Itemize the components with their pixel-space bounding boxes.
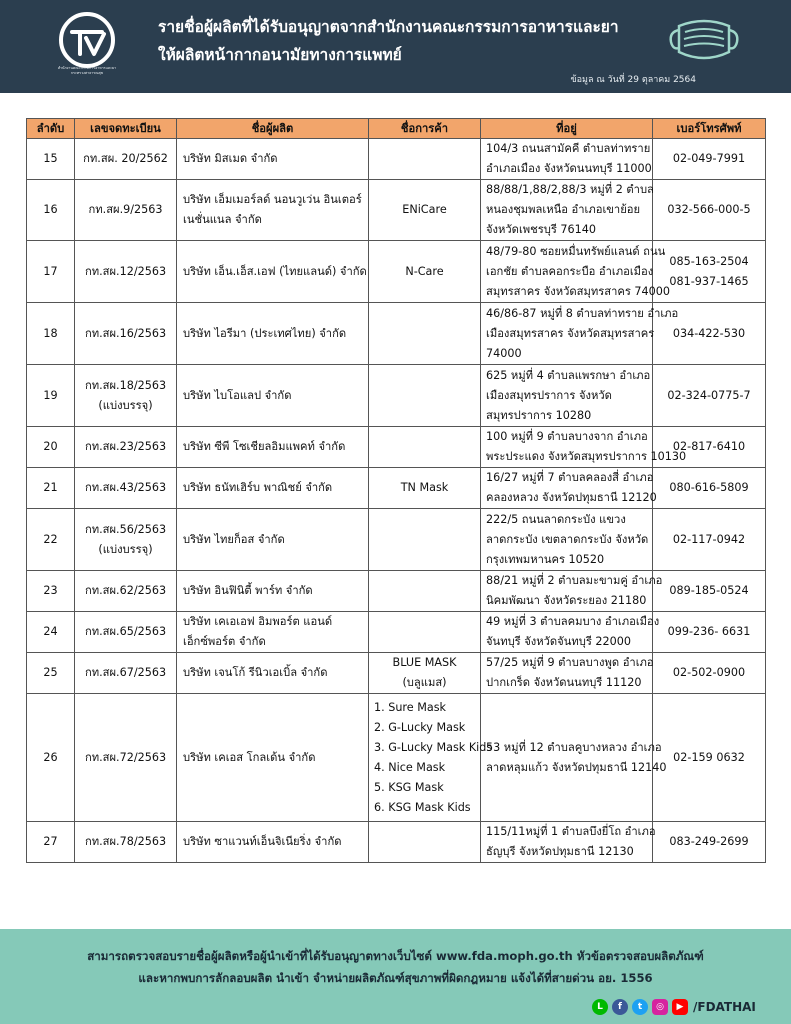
cell-registration [75,241,177,303]
address-line: 222/5 ถนนลาดกระบัง แขวง [486,512,626,526]
cell-registration [75,468,177,509]
social-links [592,997,756,1017]
cell-phone [653,509,766,571]
cell-address [481,571,663,612]
cell-address [481,139,653,180]
address-line: พระประแดง จังหวัดสมุทรปราการ 10130 [486,450,687,463]
table-row [27,822,766,863]
cell-phone [653,139,766,180]
table-row [27,612,766,653]
registration-text: (แบ่งบรรจุ) [98,398,153,412]
address-line: ธัญบุรี จังหวัดปทุมธานี 12130 [486,845,634,858]
cell-address [481,509,653,571]
phone-text: 089-185-0524 [669,584,749,597]
cell-trade-name [369,612,481,653]
table-row [27,653,766,694]
cell-manufacturer [177,241,369,303]
cell-registration [75,365,177,427]
address-line: 104/3 ถนนสามัคคี ตำบลท่าทราย [486,142,651,155]
cell-manufacturer [177,180,369,241]
cell-trade-name [369,241,481,303]
column-header-address: ที่อยู่ [481,119,653,139]
footer-website-note: สามารถตรวจสอบรายชื่อผู้ผลิตหรือผู้นำเข้าที่ได้รับอนุญาตทางเว็บไซต์ www.fda.moph.go.th หัวข้อตรวจสอบผลิตภัณฑ์ [87,949,704,963]
cell-registration [75,139,177,180]
manufacturer-text: บริษัท เคเอเอฟ อิมพอร์ต แอนด์ [183,615,333,628]
manufacturer-text: บริษัท ไทยก็อส จำกัด [183,532,285,546]
logo-caption-line2: กระทรวงสาธารณสุข [70,71,104,75]
cell-number: 19 [27,365,75,427]
address-line: 16/27 หมู่ที่ 7 ตำบลคลองสี่ อำเภอ [486,471,654,484]
cell-registration [75,612,177,653]
manufacturer-text: บริษัท ไบโอแลป จำกัด [183,388,292,402]
address-line: 46/86-87 หมู่ที่ 8 ตำบลท่าทราย อำเภอ [486,306,679,320]
manufacturer-text: บริษัท อินฟินิตี้ พาร์ท จำกัด [183,584,313,597]
trade-name-text: ENiCare [402,203,447,216]
registration-text: กท.สผ.72/2563 [84,750,167,764]
cell-address [481,303,679,365]
address-line: เมืองสมุทรสาคร จังหวัดสมุทรสาคร [486,326,655,340]
registration-text: กท.สผ.18/2563 [84,378,167,392]
phone-text: 034-422-530 [672,326,746,340]
address-line: สมุทรปราการ 10280 [486,408,592,422]
trade-name-item: 1. Sure Mask [374,700,447,714]
table-row [27,468,766,509]
cell-address [481,241,671,303]
cell-trade-name [369,571,481,612]
page-title-line1: รายชื่อผู้ผลิตที่ได้รับอนุญาตจากสำนักงานคณะกรรมการอาหารและยา [158,18,619,36]
address-line: ลาดหลุมแก้ว จังหวัดปทุมธานี 12140 [486,760,667,774]
cell-registration [75,694,177,822]
manufacturer-text: บริษัท เอ็น.เอ็ส.เอฟ (ไทยแลนด์) จำกัด [183,264,367,278]
cell-trade-name [369,653,481,694]
cell-manufacturer [177,612,369,653]
trade-name-text: N-Care [405,264,444,278]
column-header-number: ลำดับ [27,119,75,139]
table-row [27,509,766,571]
cell-trade-name [369,139,481,180]
manufacturer-text: บริษัท ธนัทเฮิร์บ พาณิชย์ จำกัด [183,481,333,494]
phone-text: 080-616-5809 [669,481,749,494]
cell-registration [75,180,177,241]
address-line: สมุทรสาคร จังหวัดสมุทรสาคร 74000 [486,284,671,298]
trade-name-item: 3. G-Lucky Mask Kids [374,740,493,754]
cell-address [481,694,667,822]
table-row [27,365,766,427]
cell-number: 15 [27,139,75,180]
phone-text: 032-566-000-5 [667,203,751,216]
address-line: คลองหลวง จังหวัดปทุมธานี 12120 [486,491,657,504]
registration-text: กท.สผ.62/2563 [84,584,167,597]
cell-address [481,822,656,863]
manufacturer-table [26,118,766,863]
cell-number: 24 [27,612,75,653]
manufacturer-text: เอ็กซ์พอร์ต จำกัด [183,635,266,648]
trade-name-text: TN Mask [400,481,449,494]
phone-text: 081-937-1465 [669,274,749,288]
cell-manufacturer [177,822,369,863]
phone-text: 099-236- 6631 [667,625,751,638]
cell-number: 16 [27,180,75,241]
manufacturer-text: บริษัท มิสเมด จำกัด [183,152,278,165]
address-line: 88/21 หมู่ที่ 2 ตำบลมะขามคู่ อำเภอ [486,574,663,587]
address-line: กรุงเทพมหานคร 10520 [486,552,605,566]
registration-text: กท.สผ.43/2563 [84,481,167,494]
trade-name-text: (บลูแมส) [402,676,447,689]
table-row [27,303,766,365]
footer-hotline-note: และหากพบการลักลอบผลิต นำเข้า จำหน่ายผลิตภัณฑ์สุขภาพที่ผิดกฎหมาย แจ้งได้ที่สายด่วน อย. 1556 [138,971,653,985]
cell-number: 22 [27,509,75,571]
cell-manufacturer [177,139,369,180]
cell-number: 20 [27,427,75,468]
cell-phone [653,612,766,653]
address-line: ปากเกร็ด จังหวัดนนทบุรี 11120 [486,676,642,689]
registration-text: กท.สผ.67/2563 [84,666,167,679]
cell-trade-name [369,822,481,863]
cell-trade-name [369,180,481,241]
manufacturer-text: บริษัท ซาแวนท์เอ็นจิเนียริ่ง จำกัด [183,835,342,848]
cell-manufacturer [177,653,369,694]
registration-text: กท.สผ.9/2563 [88,203,163,216]
cell-manufacturer [177,468,369,509]
registration-text: กท.สผ.56/2563 [84,522,167,536]
cell-registration [75,653,177,694]
instagram-icon[interactable]: ◎ [652,999,668,1015]
address-line: จังหวัดเพชรบุรี 76140 [486,223,596,236]
manufacturer-text: บริษัท เอ็มเมอร์ลด์ นอนวูเว่น อินเตอร์ [183,193,362,206]
table-row [27,427,766,468]
phone-text: 02-159 0632 [673,750,745,764]
manufacturer-text: บริษัท เคเอส โกลเด้น จำกัด [183,750,316,764]
twitter-icon[interactable]: t [632,999,648,1015]
manufacturer-text: บริษัท เจนโก้ รีนิวเอเบิ้ล จำกัด [183,666,328,679]
cell-address [481,653,653,694]
cell-number: 27 [27,822,75,863]
cell-trade-name [369,509,481,571]
face-mask-icon [665,12,743,68]
cell-phone [653,468,766,509]
cell-manufacturer [177,427,369,468]
trade-name-item: 6. KSG Mask Kids [374,800,471,814]
column-header-trade-name: ชื่อการค้า [369,119,481,139]
table-header-row [27,119,766,139]
cell-address [481,427,687,468]
table-row [27,694,766,822]
registration-text: กท.สผ.78/2563 [84,835,167,848]
trade-name-item: 4. Nice Mask [374,760,446,774]
table-row [27,571,766,612]
trade-name-text: BLUE MASK [392,656,457,669]
cell-manufacturer [177,694,369,822]
cell-manufacturer [177,303,369,365]
cell-phone [653,365,766,427]
address-line: 53 หมู่ที่ 12 ตำบลคูบางหลวง อำเภอ [486,740,662,754]
cell-trade-name [369,427,481,468]
address-line: 115/11หมู่ที่ 1 ตำบลบึงยี่โถ อำเภอ [486,825,656,838]
registration-text: กท.สผ. 20/2562 [83,152,168,165]
facebook-icon[interactable]: f [612,999,628,1015]
column-header-phone: เบอร์โทรศัพท์ [653,119,766,139]
cell-number: 18 [27,303,75,365]
cell-registration [75,509,177,571]
phone-text: 02-817-6410 [672,440,746,453]
registration-text: กท.สผ.23/2563 [84,440,167,453]
cell-number: 25 [27,653,75,694]
cell-address [481,468,657,509]
address-line: 57/25 หมู่ที่ 9 ตำบลบางพูด อำเภอ [486,656,654,669]
cell-number: 17 [27,241,75,303]
table-row [27,139,766,180]
cell-phone [653,571,766,612]
youtube-icon[interactable]: ▶ [672,999,688,1015]
column-header-manufacturer: ชื่อผู้ผลิต [177,119,369,139]
cell-number: 21 [27,468,75,509]
address-line: จันทบุรี จังหวัดจันทบุรี 22000 [486,635,632,648]
cell-number: 26 [27,694,75,822]
social-handle: /FDATHAI [693,1000,756,1014]
phone-text: 02-049-7991 [672,152,746,165]
cell-trade-name [369,694,493,822]
cell-phone [653,653,766,694]
address-line: ลาดกระบัง เขตลาดกระบัง จังหวัด [486,532,649,546]
cell-trade-name [369,365,481,427]
cell-manufacturer [177,509,369,571]
address-line: หนองชุมพลเหนือ อำเภอเขาย้อย [486,203,641,216]
data-date-note: ข้อมูล ณ วันที่ 29 ตุลาคม 2564 [570,75,696,85]
column-header-registration: เลขจดทะเบียน [75,119,177,139]
address-line: 74000 [486,346,522,360]
address-line: เอกชัย ตำบลคอกระบือ อำเภอเมือง [486,264,654,278]
address-line: 100 หมู่ที่ 9 ตำบลบางจาก อำเภอ [486,430,648,443]
address-line: นิคมพัฒนา จังหวัดระยอง 21180 [486,594,647,607]
phone-text: 085-163-2504 [669,254,749,268]
trade-name-item: 5. KSG Mask [374,780,444,794]
cell-manufacturer [177,571,369,612]
cell-trade-name [369,303,481,365]
registration-text: กท.สผ.12/2563 [84,264,167,278]
logo-caption-line1: สำนักงานคณะกรรมการอาหารและยา [57,66,117,70]
address-line: 88/88/1,88/2,88/3 หมู่ที่ 2 ตำบล [486,183,654,196]
page-header [0,0,791,93]
cell-address [481,612,660,653]
manufacturer-text: บริษัท ซีพี โซเชียลอิมแพคท์ จำกัด [183,440,346,453]
page-title-line2: ให้ผลิตหน้ากากอนามัยทางการแพทย์ [158,46,402,64]
cell-phone [653,694,766,822]
phone-text: 02-117-0942 [672,532,746,546]
table-row [27,241,766,303]
page-footer [0,929,791,1024]
address-line: 625 หมู่ที่ 4 ตำบลแพรกษา อำเภอ [486,368,651,382]
cell-registration [75,303,177,365]
cell-address [481,180,653,241]
phone-text: 083-249-2699 [669,835,749,848]
manufacturer-text: บริษัท ไอรีมา (ประเทศไทย) จำกัด [183,326,347,340]
cell-registration [75,571,177,612]
address-line: 48/79-80 ซอยหมื่นทรัพย์แลนด์ ถนน [486,244,666,258]
manufacturer-text: เนชั่นแนล จำกัด [183,213,262,226]
line-icon[interactable]: L [592,999,608,1015]
registration-text: กท.สผ.16/2563 [84,326,167,340]
phone-text: 02-324-0775-7 [667,388,751,402]
registration-text: (แบ่งบรรจุ) [98,542,153,556]
cell-number: 23 [27,571,75,612]
cell-trade-name [369,468,481,509]
phone-text: 02-502-0900 [672,666,746,679]
table-row [27,180,766,241]
cell-address [481,365,653,427]
cell-phone [653,822,766,863]
cell-phone [653,180,766,241]
address-line: 49 หมู่ที่ 3 ตำบลคมบาง อำเภอเมือง [486,615,660,628]
trade-name-item: 2. G-Lucky Mask [374,720,466,734]
cell-registration [75,822,177,863]
cell-manufacturer [177,365,369,427]
address-line: อำเภอเมือง จังหวัดนนทบุรี 11000 [486,162,652,175]
registration-text: กท.สผ.65/2563 [84,625,167,638]
cell-registration [75,427,177,468]
address-line: เมืองสมุทรปราการ จังหวัด [486,388,612,402]
